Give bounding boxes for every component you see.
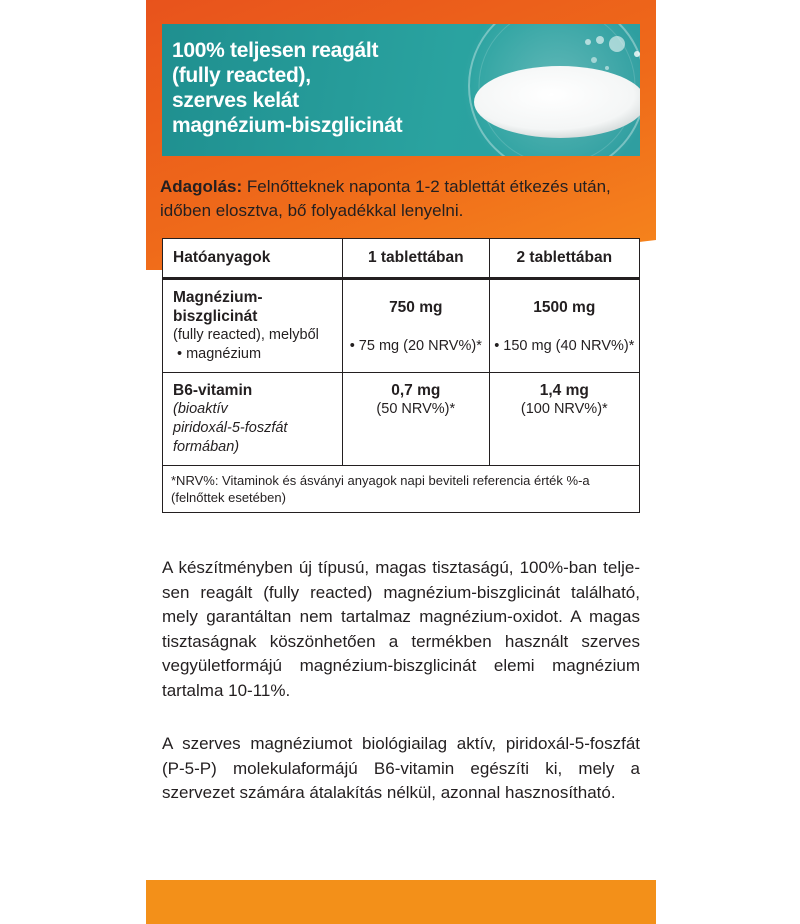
value-sub: (50 NRV%)* [376, 401, 456, 417]
ingredient-name: B6-vitamin [173, 382, 253, 399]
headline-title: 100% teljesen reagált (fully reacted), szerves kelát magnézium-biszglicinát [172, 39, 403, 137]
value-main: 1,4 mg [539, 382, 589, 399]
table-row [163, 373, 640, 466]
ingredient-name: biszglicinát [173, 308, 258, 325]
dosage-text [160, 175, 642, 223]
header-one-tablet: 1 tablettában [342, 239, 489, 279]
value-sub: • 75 mg (20 NRV%)* [349, 338, 482, 354]
ingredient-sub: (bioaktív [173, 401, 228, 417]
orange-footer-band [146, 880, 656, 924]
value-sub: (100 NRV%)* [520, 401, 608, 417]
value-cell [342, 373, 489, 466]
value-main: 750 mg [389, 299, 443, 316]
ingredient-sub: piridoxál-5-foszfát [173, 420, 288, 436]
nutrition-table [162, 238, 640, 513]
value-main: 1500 mg [533, 299, 596, 316]
table-header-row [163, 239, 640, 279]
value-main: 0,7 mg [391, 382, 441, 399]
table-row [163, 279, 640, 373]
headline-box [162, 24, 640, 156]
value-cell [489, 279, 639, 373]
ingredient-name: Magnézium- [173, 289, 263, 306]
dosage-instructions: Felnőtteknek naponta 1-2 tablettát étkezés után, időben elosztva, bő folyadékkal lenyelni. [160, 177, 611, 220]
dosage-label: Adagolás: [160, 177, 243, 196]
description-paragraph: A készítményben új típusú, magas tisztaságú, 100%-ban telje-sen reagált (fully reacted) magnézium-biszglicinát található, mely garantáltan nem tartalmaz magnézium-oxidot. A magas tisztaságnak köszönhetően a termékben használt szerves vegyületformájú magnézium-biszglicinát elemi magnézium tartalma 10-11%. [162, 558, 640, 700]
description-paragraph: A szerves magnéziumot biológiailag aktív, piridoxál-5-foszfát (P-5-P) molekulaformájú B6-vitamin egészíti ki, mely a szervezet számára átalakítás nélkül, azonnal hasznosítható. [162, 734, 640, 802]
ingredient-sub: (fully reacted), melyből [173, 327, 319, 343]
ingredient-sub: formában) [173, 439, 240, 455]
footnote-row [163, 466, 640, 513]
value-cell [342, 279, 489, 373]
footnote-text: *NRV%: Vitaminok és ásványi anyagok napi beviteli referencia érték %-a (felnőttek esetében) [163, 466, 640, 513]
value-cell [489, 373, 639, 466]
value-sub: • 150 mg (40 NRV%)* [494, 338, 635, 354]
header-ingredients: Hatóanyagok [163, 239, 343, 279]
tablet-illustration [442, 24, 640, 156]
ingredient-cell [163, 373, 343, 466]
header-two-tablets: 2 tablettában [489, 239, 639, 279]
ingredient-sub: • magnézium [177, 346, 262, 362]
ingredient-cell [163, 279, 343, 373]
product-info-panel [146, 0, 656, 924]
